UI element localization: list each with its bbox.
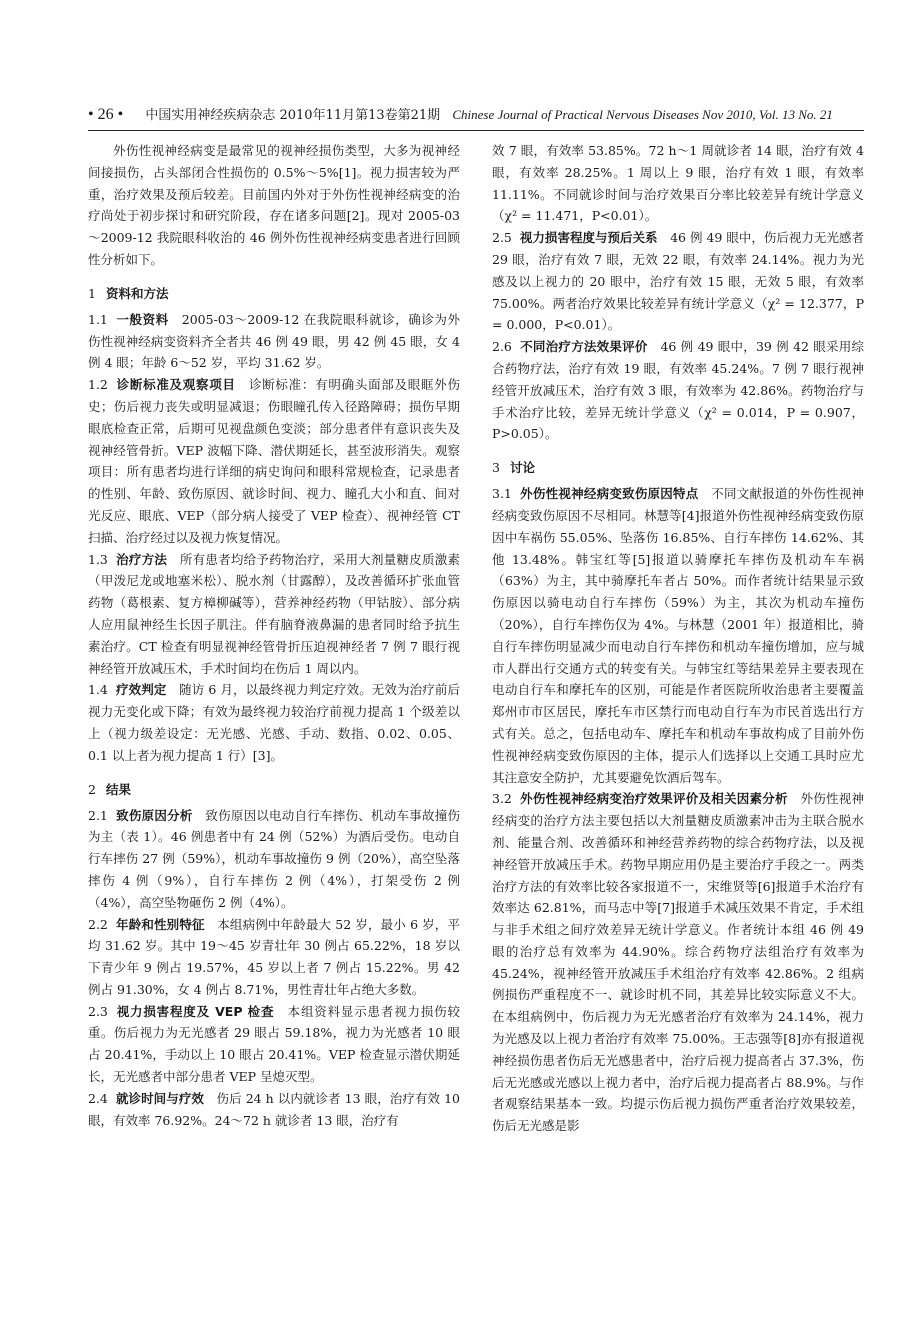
subsection-text: 本组资料显示患者视力损伤较重。伤后视力为无光感者 29 眼占 59.18%，视力为光感者 10 眼占 20.41%，手动以上 10 眼占 20.41%。VEP 检查显示潜伏期延长，无光感者中部分患者 VEP 呈熄灭型。: [88, 1003, 460, 1085]
subsection-number: 1.1: [88, 311, 108, 327]
subsection-1-3: [88, 549, 460, 680]
subsection-number: 1.3: [88, 551, 108, 567]
subsection-text: 随访 6 月，以最终视力判定疗效。无效为治疗前后视力无变化或下降；有效为最终视力较治疗前视力提高 1 个级差以上（视力级差设定：无光感、光感、手动、数指、0.02、0.05、0.1 以上者为视力提高 1 行）[3]。: [88, 682, 460, 763]
subsection-number: 2.4: [88, 1090, 108, 1106]
subsection-number: 2.2: [88, 916, 108, 932]
subsection-2-1: [88, 805, 460, 914]
subsection-1-1: [88, 309, 460, 374]
subsection-number: 1.4: [88, 682, 108, 698]
subsection-title: 疗效判定: [115, 682, 167, 698]
subsection-text: 46 例 49 眼中，39 例 42 眼采用综合药物疗法，治疗有效 19 眼，有效率 45.24%。7 例 7 眼行视神经管开放减压术，治疗有效 3 眼，有效率为 42.86%。药物治疗与手术治疗比较，差异无统计学意义（χ² = 0.014，P = 0.907，P>0.05）。: [492, 339, 864, 442]
running-header: [88, 106, 864, 125]
section-number: 3: [492, 460, 500, 476]
left-column: [88, 140, 460, 1131]
subsection-3-1: [492, 483, 864, 788]
subsection-number: 2.6: [492, 339, 512, 355]
journal-title-en: Chinese Journal of Practical Nervous Diseases Nov 2010, Vol. 13 No. 21: [452, 107, 833, 122]
subsection-2-3: [88, 1001, 460, 1088]
subsection-text: 46 例 49 眼中，伤后视力无光感者 29 眼，治疗有效 7 眼，无效 22 眼，有效率 24.14%。视力为光感及以上视力的 20 眼中，治疗有效 15 眼，无效 5 眼，有效率 75.00%。两者治疗效果比较差异有统计学意义（χ² = 12.377，P = 0.000，P<0.01）。: [492, 230, 864, 333]
section-1-heading: [88, 283, 460, 305]
subsection-text: 外伤性视神经病变的治疗方法主要包括以大剂量糖皮质激素冲击为主联合脱水剂、能量合剂、改善循环和神经营养药物的综合药物疗法，以及视神经管开放减压手术。药物早期应用仍是主要治疗手段之一。两类治疗方法的有效率比较各家报道不一，宋维贤等[6]报道手术治疗有效率达 62.81%，而马志中等[7]报道手术减压效果不肯定，手术组与非手术组之间疗效差异无统计学意义。作者统计本组 46 例 49 眼的治疗总有效率为 44.90%。综合药物疗法组治疗有效率为 45.24%，视神经管开放减压手术组治疗有效率 42.86%。2 组病例损伤严重程度不一、就诊时机不同，其差异比较实际意义不大。在本组病例中，伤后视力为无光感者治疗有效率为 24.14%，视力为光感及以上视力者治疗有效率 75.00%。王志强等[8]亦有报道视神经损伤患者伤后无光感患者中，治疗后视力提高者占 37.3%，伤后无光感或光感以上视力者中，治疗后视力提高者占 88.9%。与作者观察结果基本一致。均提示伤后视力损伤严重者治疗效果较差，伤后无光感是影: [492, 791, 864, 1134]
journal-title-cn: 中国实用神经疾病杂志 2010年11月第13卷第21期: [145, 108, 441, 123]
subsection-number: 3.1: [492, 486, 512, 502]
continued-paragraph: 效 7 眼，有效率 53.85%。72 h～1 周就诊者 14 眼，治疗有效 4 眼，有效率 28.25%。1 周以上 9 眼，治疗有效 1 眼，有效率 11.11%。不同就诊时间与治疗效果百分率比较差异有统计学意义（χ² = 11.471，P<0.01）。: [492, 143, 864, 224]
right-column: [492, 140, 864, 1137]
subsection-number: 2.1: [88, 807, 108, 823]
subsection-title: 视力损害程度与预后关系: [519, 230, 658, 246]
subsection-text: 所有患者均给予药物治疗，采用大剂量糖皮质激素（甲泼尼龙或地塞米松）、脱水剂（甘露醇），及改善循环扩张血管药物（葛根素、复方樟柳碱等），营养神经药物（甲钴胺）、部分病人应用鼠神经生长因子肌注。伴有脑脊液鼻漏的患者同时给予抗生素治疗。CT 检查有明显视神经管骨折压迫视神经者 7 例 7 眼行视神经管开放减压术，手术时间均在伤后 1 周以内。: [88, 551, 460, 676]
subsection-text: 伤后 24 h 以内就诊者 13 眼，治疗有效 10 眼，有效率 76.92%。24～72 h 就诊者 13 眼，治疗有: [88, 1090, 460, 1128]
section-title: 讨论: [509, 460, 535, 476]
subsection-3-2: [492, 788, 864, 1137]
subsection-number: 3.2: [492, 791, 512, 807]
subsection-text: 不同文献报道的外伤性视神经病变致伤原因不尽相同。林慧等[4]报道外伤性视神经病变致伤原因中车祸伤 55.05%、坠落伤 16.85%、自行车摔伤 14.62%、其他 13.48%。韩宝红等[5]报道以骑摩托车摔伤及机动车车祸（63%）为主，其中骑摩托车者占 50%。而作者统计结果显示致伤原因以骑电动自行车摔伤（59%）为主，其次为机动车撞伤（20%），自行车摔伤仅为 4%。与林慧（2001 年）报道相比，骑自行车摔伤明显减少而电动自行车摔伤和机动车撞伤增加，应与城市人群出行交通方式的转变有关。与韩宝红等结果差异主要表现在电动自行车和摩托车的区别，可能是作者医院所收治患者主要覆盖郑州市市区居民，摩托车市区禁行而电动自行车为市民首选出行方式有关。总之，包括电动车、摩托车和机动车事故构成了目前外伤性视神经病变致伤原因的主体，提示人们选择以上交通工具时应尤其注意安全防护，尤其要避免饮酒后驾车。: [492, 486, 864, 785]
section-number: 2: [88, 781, 96, 797]
subsection-number: 2.3: [88, 1003, 108, 1019]
subsection-title: 就诊时间与疗效: [115, 1090, 204, 1106]
section-title: 资料和方法: [105, 285, 169, 301]
subsection-text: 致伤原因以电动自行车摔伤、机动车事故撞伤为主（表 1）。46 例患者中有 24 例（52%）为酒后受伤。电动自行车摔伤 27 例（59%），机动车事故撞伤 9 例（20%），高空坠落摔伤 4 例（9%），自行车摔伤 2 例（4%），打架受伤 2 例（4%），高空坠物砸伤 2 例（4%）。: [88, 807, 460, 910]
header-rule: [88, 130, 864, 131]
subsection-2-6: [492, 336, 864, 445]
subsection-title: 年龄和性别特征: [115, 916, 205, 932]
subsection-2-2: [88, 914, 460, 1001]
intro-paragraph: 外伤性视神经病变是最常见的视神经损伤类型，大多为视神经间接损伤，占头部闭合性损伤的 0.5%～5%[1]。视力损害较为严重，治疗效果及预后较差。目前国内外对于外伤性视神经病变的治疗尚处于初步探讨和研究阶段，存在诸多问题[2]。现对 2005-03～2009-12 我院眼科收治的 46 例外伤性视神经病变患者进行回顾性分析如下。: [88, 143, 460, 267]
subsection-number: 1.2: [88, 377, 108, 393]
page-number: • 26 •: [88, 106, 124, 123]
subsection-title: 不同治疗方法效果评价: [519, 339, 648, 355]
subsection-title: 外伤性视神经病变致伤原因特点: [519, 486, 699, 502]
subsection-text: 诊断标准：有明确头面部及眼眶外伤史；伤后视力丧失或明显减退；伤眼瞳孔传入径路障碍；损伤早期眼底检查正常，后期可见视盘颜色变淡；部分患者伴有意识丧失及视神经管骨折。VEP 波幅下降、潜伏期延长，甚至波形消失。观察项目：所有患者均进行详细的病史询问和眼科常规检查，记录患者的性别、年龄、致伤原因、就诊时间、视力、瞳孔大小和直、间对光反应、眼底、VEP（部分病人接受了 VEP 检查）、视神经管 CT 扫描、治疗经过以及视力恢复情况。: [88, 377, 460, 545]
subsection-2-5: [492, 227, 864, 336]
subsection-title: 视力损害程度及 VEP 检查: [115, 1003, 275, 1019]
subsection-title: 外伤性视神经病变治疗效果评价及相关因素分析: [519, 791, 788, 807]
subsection-title: 诊断标准及观察项目: [115, 377, 236, 393]
subsection-title: 治疗方法: [115, 551, 168, 567]
section-number: 1: [88, 285, 96, 301]
subsection-text: 本组病例中年龄最大 52 岁，最小 6 岁，平均 31.62 岁。其中 19～45 岁青壮年 30 例占 65.22%，18 岁以下青少年 9 例占 19.57%，45 岁以上者 7 例占 15.22%。男 42 例占 91.30%，女 4 例占 8.71%，男性青壮年占绝大多数。: [88, 916, 460, 997]
subsection-1-4: [88, 679, 460, 766]
section-2-heading: [88, 779, 460, 801]
subsection-2-4: [88, 1088, 460, 1132]
section-title: 结果: [105, 781, 131, 797]
subsection-title: 致伤原因分析: [115, 807, 193, 823]
subsection-title: 一般资料: [115, 311, 169, 327]
subsection-1-2: [88, 374, 460, 548]
subsection-number: 2.5: [492, 230, 512, 246]
subsection-text: 2005-03～2009-12 在我院眼科就诊，确诊为外伤性视神经病变资料齐全者共 46 例 49 眼，男 42 例 45 眼，女 4 例 4 眼；年龄 6～52 岁，平均 31.62 岁。: [88, 311, 460, 371]
section-3-heading: [492, 457, 864, 479]
